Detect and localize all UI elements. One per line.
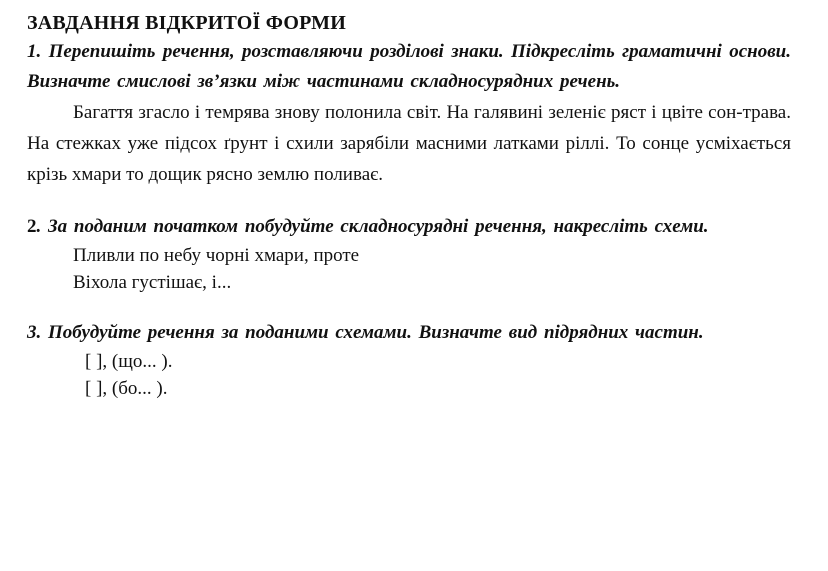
task-1-text: Багаття згасло і темрява знову полонила світ. На галявині зеленіє ряст і цвіте сон-трава. На стежках уже підсох ґрунт і схили зарябіли масними латками ріллі. То сонце усміхається крізь хмари то дощик рясно землю поливає. [27,102,791,185]
task-3-scheme-2: [ ], (бо... ). [85,378,168,399]
task-2-number: 2 [27,216,37,237]
section-heading: ЗАВДАННЯ ВІДКРИТОЇ ФОРМИ [27,12,346,34]
spacer [27,296,791,318]
task-3-scheme-1: [ ], (що... ). [85,351,173,372]
task-3-title: 3. Побудуйте речення за поданими схемами. Визначте вид підрядних частин. [27,322,704,343]
task-2-title-text: . За поданим початком побудуйте складносурядні речення, накресліть схеми. [36,216,709,237]
task-2-line-2: Віхола густішає, і... [73,272,232,293]
spacer [27,190,791,212]
task-2-title [27,212,791,242]
task-2-line-1: Пливли по небу чорні хмари, проте [73,245,360,266]
task-1-title: 1. Перепишіть речення, розставляючи розділові знаки. Підкресліть граматичні основи. Визначте смислові зв’язки між частинами складносурядних речень. [27,41,791,92]
